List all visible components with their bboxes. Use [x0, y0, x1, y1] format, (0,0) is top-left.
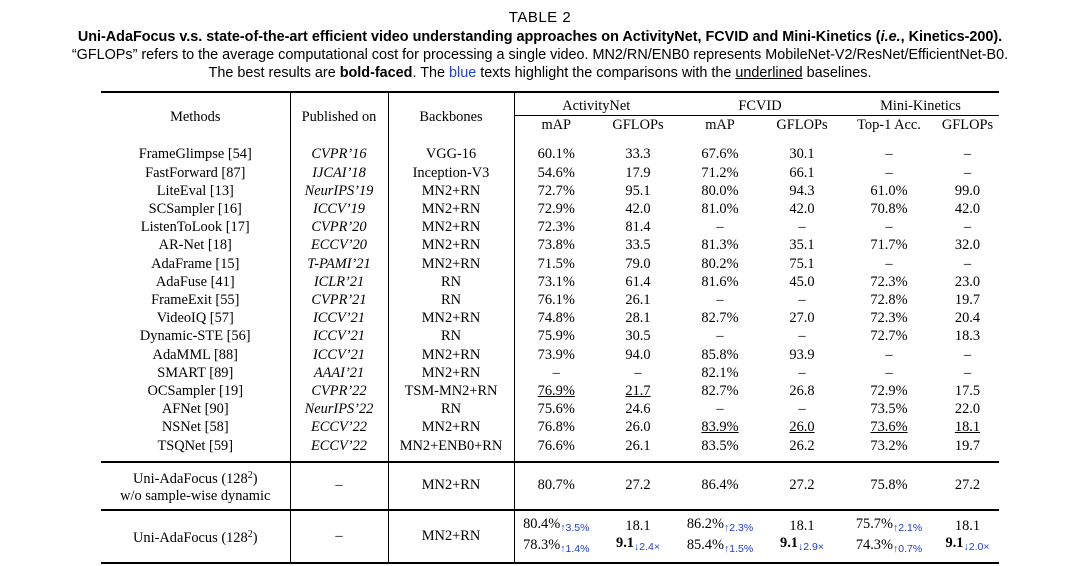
value-cell: –	[963, 219, 972, 236]
value-cell: 72.9%	[537, 201, 575, 218]
value-cell: 81.4	[625, 219, 651, 236]
value-cell: 26.8	[789, 383, 815, 400]
backbone-cell: VGG-16	[388, 137, 514, 163]
published-cell: ICLR’21	[290, 273, 388, 291]
caption-legend-note: The best results are bold-faced. The blue texts highlight the comparisons with the underlined baselines.	[208, 65, 872, 81]
value-cell: 95.1	[625, 182, 651, 199]
header-sub: GFLOPs	[612, 117, 664, 134]
backbone-cell: Inception-V3	[388, 164, 514, 182]
value-cell: 23.0	[954, 273, 981, 290]
table-row	[101, 309, 999, 327]
backbone-cell: MN2+RN	[388, 236, 514, 254]
table-number: TABLE 2	[508, 9, 572, 26]
value-cell: 70.8%	[870, 201, 908, 218]
value-cell: 73.9%	[537, 346, 575, 363]
value-cell: 72.3%	[870, 273, 908, 290]
value-cell: 33.5	[625, 237, 651, 254]
table-row	[101, 255, 999, 273]
value-cell: 81.6%	[701, 273, 739, 290]
value-cell: 82.7%	[701, 310, 739, 327]
value-cell: 75.9%	[537, 328, 575, 345]
published-cell: ICCV’21	[290, 327, 388, 345]
value-cell: 26.0	[789, 419, 815, 436]
value-cell: 75.1	[789, 255, 815, 272]
published-cell: CVPR’20	[290, 218, 388, 236]
published-cell: ECCV’22	[290, 437, 388, 462]
value-cell: 75.6%	[537, 401, 575, 418]
table-row	[101, 182, 999, 200]
header-published: Published on	[290, 92, 388, 137]
method-cell: AdaFuse [41]	[101, 273, 290, 291]
method-cell: AFNet [90]	[101, 400, 290, 418]
value-cell: 67.6%	[701, 146, 739, 163]
value-cell: 81.0%	[701, 201, 739, 218]
value-cell: –	[552, 364, 560, 381]
published-cell: ECCV’20	[290, 236, 388, 254]
method-cell: OCSampler [19]	[101, 382, 290, 400]
value-cell: 94.0	[625, 346, 651, 363]
value-cell: –	[885, 164, 893, 181]
backbone-cell: RN	[388, 291, 514, 309]
value-cell: 30.1	[789, 146, 815, 163]
value-cell: 94.3	[789, 182, 815, 199]
value-cell: 28.1	[625, 310, 651, 327]
value-cell: –	[716, 401, 724, 418]
value-cell: 17.5	[954, 383, 981, 400]
method-cell: AdaMML [88]	[101, 346, 290, 364]
method-cell: FastForward [87]	[101, 164, 290, 182]
header-sub: mAP	[705, 117, 735, 134]
value-cell: 27.0	[789, 310, 815, 327]
backbone-cell: RN	[388, 327, 514, 345]
value-cell: 72.3%	[537, 219, 575, 236]
method-cell: LiteEval [13]	[101, 182, 290, 200]
caption-title: Uni-AdaFocus v.s. state-of-the-art efficient video understanding approaches on ActivityNet, FCVID and Mini-Kinetics (i.e., Kinetics-200).	[77, 29, 1003, 45]
table-row	[101, 400, 999, 418]
value-cell: 18.1 $9.1_{↓2.4\times}$	[598, 510, 678, 563]
value-cell: 42.0	[789, 201, 815, 218]
backbone-cell: MN2+RN	[388, 218, 514, 236]
value-cell: –	[963, 146, 972, 163]
value-cell: 71.7%	[870, 237, 908, 254]
backbone-cell: MN2+RN	[388, 462, 514, 510]
backbone-cell: RN	[388, 400, 514, 418]
method-cell: AdaFrame [15]	[101, 255, 290, 273]
method-cell: Dynamic-STE [56]	[101, 327, 290, 345]
value-cell: 73.5%	[870, 401, 908, 418]
value-cell: 75.8%	[842, 462, 936, 510]
published-cell: –	[290, 462, 388, 510]
value-cell: 17.9	[625, 164, 651, 181]
value-cell: 76.1%	[537, 292, 575, 309]
backbone-cell: TSM-MN2+RN	[388, 382, 514, 400]
value-cell: 30.5	[625, 328, 651, 345]
value-cell: 18.1 $9.1_{↓2.0\times}$	[936, 510, 999, 563]
backbone-cell: MN2+RN	[388, 346, 514, 364]
value-cell: 27.2	[598, 462, 678, 510]
table-row	[101, 418, 999, 436]
value-cell: 73.2%	[870, 437, 908, 454]
value-cell: 18.1	[954, 419, 981, 436]
value-cell: 82.7%	[701, 383, 739, 400]
value-cell: 71.2%	[701, 164, 739, 181]
header-sub: mAP	[541, 117, 572, 134]
value-cell: 60.1%	[537, 146, 575, 163]
value-cell: 66.1	[789, 164, 815, 181]
value-cell: 76.9%	[537, 383, 575, 400]
value-cell: 18.3	[954, 328, 981, 345]
value-cell: 71.5%	[537, 255, 575, 272]
value-cell: 22.0	[954, 401, 981, 418]
header-mini-kinetics: Mini-Kinetics	[842, 92, 999, 116]
table-row	[101, 382, 999, 400]
backbone-cell: MN2+RN	[388, 364, 514, 382]
value-cell: 19.7	[954, 292, 981, 309]
value-cell: 54.6%	[537, 164, 575, 181]
table-row	[101, 437, 999, 462]
value-cell: –	[963, 164, 972, 181]
value-cell: $75.7\%_{↑2.1\%}$ $74.3\%_{↑0.7\%}$	[842, 510, 936, 563]
backbone-cell: MN2+RN	[388, 200, 514, 218]
value-cell: 99.0	[954, 182, 981, 199]
backbone-cell: MN2+RN	[388, 255, 514, 273]
value-cell: 72.7%	[537, 182, 575, 199]
table-row	[101, 236, 999, 254]
table-row	[101, 137, 999, 163]
header-sub: GFLOPs	[776, 117, 828, 134]
value-cell: $86.2\%_{↑2.3\%}$ $85.4\%_{↑1.5\%}$	[678, 510, 762, 563]
value-cell: –	[885, 146, 893, 163]
method-cell: TSQNet [59]	[101, 437, 290, 462]
value-cell: –	[963, 346, 972, 363]
published-cell: CVPR’21	[290, 291, 388, 309]
published-cell: ECCV’22	[290, 418, 388, 436]
table-row	[101, 364, 999, 382]
table-row	[101, 327, 999, 345]
table-row	[101, 200, 999, 218]
value-cell: –	[885, 364, 893, 381]
value-cell: 26.1	[625, 437, 651, 454]
value-cell: –	[885, 346, 893, 363]
method-cell: FrameExit [55]	[101, 291, 290, 309]
value-cell: 61.0%	[870, 182, 908, 199]
value-cell: –	[963, 364, 972, 381]
method-cell: Uni-AdaFocus $(128^2)$ w/o sample-wise dynamic	[101, 462, 290, 510]
published-cell: –	[290, 510, 388, 563]
backbone-cell: MN2+RN	[388, 309, 514, 327]
method-cell: VideoIQ [57]	[101, 309, 290, 327]
published-cell: IJCAI’18	[290, 164, 388, 182]
value-cell: –	[798, 292, 806, 309]
table-row-ablation	[101, 462, 999, 510]
value-cell: 72.3%	[870, 310, 908, 327]
value-cell: 42.0	[954, 201, 981, 218]
value-cell: –	[885, 219, 893, 236]
method-cell: SMART [89]	[101, 364, 290, 382]
value-cell: –	[798, 219, 806, 236]
value-cell: 24.6	[625, 401, 651, 418]
published-cell: T-PAMI’21	[290, 255, 388, 273]
value-cell: 93.9	[789, 346, 815, 363]
value-cell: 80.2%	[701, 255, 739, 272]
header-backbones: Backbones	[388, 92, 514, 137]
value-cell: 82.1%	[701, 364, 739, 381]
table-row	[101, 273, 999, 291]
value-cell: 80.0%	[701, 182, 739, 199]
table-row	[101, 291, 999, 309]
value-cell: 86.4%	[678, 462, 762, 510]
value-cell: –	[885, 255, 893, 272]
value-cell: 76.6%	[537, 437, 575, 454]
value-cell: 81.3%	[701, 237, 739, 254]
comparison-table	[101, 91, 999, 564]
header-methods: Methods	[101, 92, 290, 137]
backbone-cell: MN2+RN	[388, 510, 514, 563]
value-cell: 74.8%	[537, 310, 575, 327]
table-row-final	[101, 510, 999, 563]
value-cell: –	[798, 328, 806, 345]
value-cell: 26.0	[625, 419, 651, 436]
published-cell: NeurIPS’22	[290, 400, 388, 418]
value-cell: 26.1	[625, 292, 651, 309]
value-cell: 33.3	[625, 146, 651, 163]
caption-gflops-note: “GFLOPs” refers to the average computational cost for processing a single video. MN2/RN/ENB0 represents MobileNet-V2/ResNet/EfficientNet-B0.	[71, 47, 1009, 63]
value-cell: 61.4	[625, 273, 651, 290]
value-cell: 18.1 $9.1_{↓2.9\times}$	[762, 510, 842, 563]
value-cell: 27.2	[936, 462, 999, 510]
published-cell: CVPR’22	[290, 382, 388, 400]
value-cell: –	[716, 292, 724, 309]
value-cell: 19.7	[954, 437, 981, 454]
published-cell: CVPR’16	[290, 137, 388, 163]
value-cell: –	[798, 364, 806, 381]
method-cell: AR-Net [18]	[101, 236, 290, 254]
backbone-cell: MN2+RN	[388, 418, 514, 436]
value-cell: –	[798, 401, 806, 418]
value-cell: 73.6%	[870, 419, 908, 436]
published-cell: ICCV’19	[290, 200, 388, 218]
published-cell: AAAI’21	[290, 364, 388, 382]
value-cell: 79.0	[625, 255, 651, 272]
header-sub: GFLOPs	[941, 117, 994, 134]
value-cell: –	[716, 219, 724, 236]
table-row	[101, 346, 999, 364]
value-cell: 73.1%	[537, 273, 575, 290]
value-cell: 45.0	[789, 273, 815, 290]
value-cell: $80.4\%_{↑3.5\%}$ $78.3\%_{↑1.4\%}$	[514, 510, 598, 563]
method-cell: SCSampler [16]	[101, 200, 290, 218]
value-cell: 72.7%	[870, 328, 908, 345]
value-cell: 83.9%	[701, 419, 739, 436]
backbone-cell: RN	[388, 273, 514, 291]
value-cell: 20.4	[954, 310, 981, 327]
header-fcvid: FCVID	[678, 92, 842, 116]
value-cell: 21.7	[625, 383, 651, 400]
table-row	[101, 164, 999, 182]
value-cell: 80.7%	[514, 462, 598, 510]
published-cell: NeurIPS’19	[290, 182, 388, 200]
value-cell: 76.8%	[537, 419, 575, 436]
method-cell: FrameGlimpse [54]	[101, 137, 290, 163]
published-cell: ICCV’21	[290, 309, 388, 327]
method-cell: NSNet [58]	[101, 418, 290, 436]
value-cell: 27.2	[762, 462, 842, 510]
value-cell: –	[963, 255, 972, 272]
value-cell: 72.9%	[870, 383, 908, 400]
published-cell: ICCV’21	[290, 346, 388, 364]
header-sub: Top-1 Acc.	[857, 117, 921, 134]
value-cell: –	[716, 328, 724, 345]
backbone-cell: MN2+RN	[388, 182, 514, 200]
value-cell: 32.0	[954, 237, 981, 254]
method-cell: ListenToLook [17]	[101, 218, 290, 236]
value-cell: 26.2	[789, 437, 815, 454]
value-cell: –	[634, 364, 642, 381]
value-cell: 72.8%	[870, 292, 908, 309]
table-row	[101, 218, 999, 236]
value-cell: 73.8%	[537, 237, 575, 254]
backbone-cell: MN2+ENB0+RN	[388, 437, 514, 462]
value-cell: 85.8%	[701, 346, 739, 363]
value-cell: 83.5%	[701, 437, 739, 454]
header-activitynet: ActivityNet	[514, 92, 678, 116]
value-cell: 35.1	[789, 237, 815, 254]
value-cell: 42.0	[625, 201, 651, 218]
method-cell: Uni-AdaFocus $(128^2)$	[101, 510, 290, 563]
